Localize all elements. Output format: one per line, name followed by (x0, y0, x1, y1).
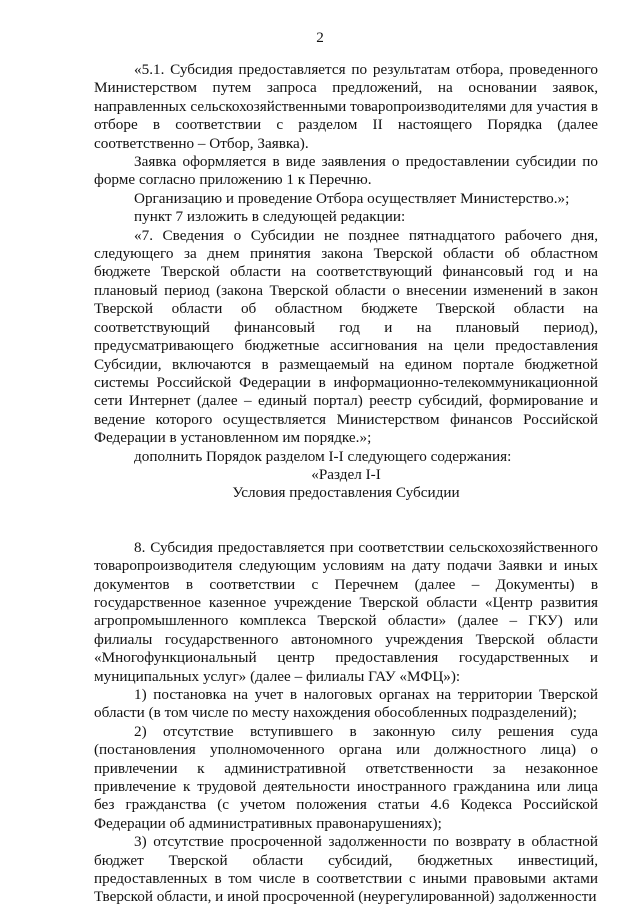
paragraph-item-7: «7. Сведения о Субсидии не позднее пятнадцатого рабочего дня, следующего за днем принятия закона Тверской области об областном бюджете Тверской области на соответствующий финансовый год и на плановый период (закона Тверской области о внесении изменений в закон Тверской области об областном бюджете Тверской области на соответствующий финансовый год и на плановый период), предусматривающего бюджетные ассигнования на цели предоставления Субсидии, включаются в размещаемый на едином портале бюджетной системы Российской Федерации в информационно-телекоммуникационной сети Интернет (далее – единый портал) реестр субсидий, формирование и ведение которого осуществляется Министерством финансов Российской Федерации в установленном им порядке.»; (94, 226, 598, 447)
condition-3: 3) отсутствие просроченной задолженности по возврату в областной бюджет Тверской области субсидий, бюджетных инвестиций, предоставленных в том числе в соответствии с иными правовыми актами Тверской области, и иной просроченной (неурегулированной) задолженности (94, 833, 598, 906)
condition-1: 1) постановка на учет в налоговых органах на территории Тверской области (в том числе по месту нахождения обособленных подразделений); (94, 686, 598, 722)
paragraph-add-section-intro: дополнить Порядок разделом I-I следующего содержания: (134, 447, 512, 465)
paragraph-item-8: 8. Субсидия предоставляется при соответствии сельскохозяйственного товаропроизводителя следующим условиям на дату подачи Заявки и иных документов в соответствии с Перечнем (далее – Документы) в государственное казенное учреждение Тверской области «Центр развития агропромышленного комплекса Тверской области» (далее – ГКУ) или филиалы государственного автономного учреждения Тверской области «Многофункциональный центр предоставления государственных и муниципальных услуг» (далее – филиалы ГАУ «МФЦ»): (94, 538, 598, 685)
section-heading: «Раздел I-I (311, 465, 381, 483)
paragraph-application-form: Заявка оформляется в виде заявления о предоставлении субсидии по форме согласно приложению 1 к Перечню. (94, 153, 598, 189)
section-spacer (94, 503, 598, 539)
paragraph-5-1: «5.1. Субсидия предоставляется по результатам отбора, проведенного Министерством путем запроса предложений, на основании заявок, направленных сельскохозяйственными товаропроизводителями для участия в отборе в соответствии с разделом II настоящего Порядка (далее соответственно – Отбор, Заявка). (94, 61, 598, 152)
page-number: 2 (316, 29, 324, 46)
paragraph-selection-organizer: Организацию и проведение Отбора осуществляет Министерство.»; (134, 189, 570, 207)
paragraph-item-7-intro: пункт 7 изложить в следующей редакции: (134, 208, 406, 226)
condition-2: 2) отсутствие вступившего в законную силу решения суда (постановления уполномоченного органа или должностного лица) о привлечении к административной ответственности за незаконное привлечение к трудовой деятельности иностранного гражданина или лица без гражданства (с учетом положения статьи 4.6 Кодекса Российской Федерации об административных правонарушениях); (94, 722, 598, 832)
document-body (94, 61, 598, 907)
section-title: Условия предоставления Субсидии (232, 484, 460, 502)
